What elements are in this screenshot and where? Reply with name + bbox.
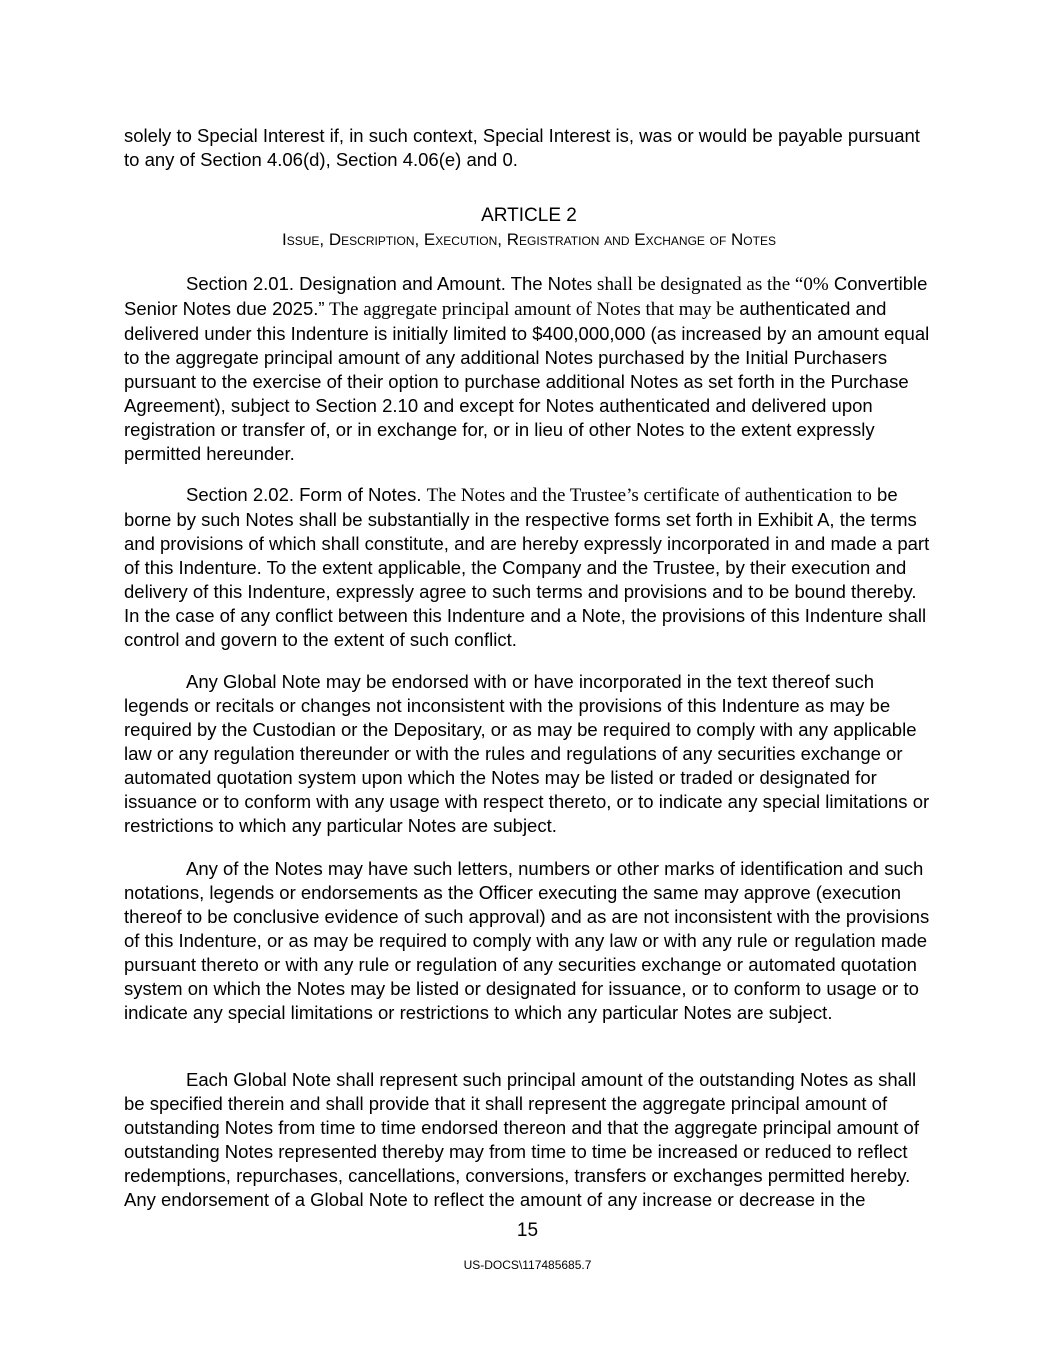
section-2-02-heading: Section 2.02. Form of Notes.: [186, 484, 427, 505]
section-2-02-text: be borne by such Notes shall be substantially in the respective forms set forth in Exhibit A, the terms and provisions of which shall constitute, and are hereby expressly incorporated in and made a part of this Indenture. To the extent applicable, the Company and the Trustee, by their execution and delivery of this Indenture, expressly agree to such terms and provisions and to be bound thereby. In the case of any conflict between this Indenture and a Note, the provisions of this Indenture shall control and govern to the extent of such conflict.: [124, 484, 930, 650]
page-number: 15: [516, 1220, 539, 1241]
section-2-01-serif-text: es shall be designated as the “0%: [576, 274, 829, 295]
global-note-principal-paragraph: Each Global Note shall represent such principal amount of the outstanding Notes as shall be specified therein and shall provide that it shall represent the aggregate principal amount of outstanding Notes from time to time endorsed thereon and that the aggregate principal amount of outstanding Notes represented thereby may from time to time be increased or reduced to reflect redemptions, repurchases, cancellations, conversions, transfers or exchanges permitted hereby. Any endorsement of a Global Note to reflect the amount of any increase or decrease in the: [124, 1069, 919, 1210]
section-2-02-serif-text: The Notes and the Trustee’s certificate of authentication to: [426, 485, 872, 506]
global-note-endorsement-paragraph: Any Global Note may be endorsed with or have incorporated in the text thereof such legends or recitals or changes not inconsistent with the provisions of this Indenture as may be required by the Custodian or the Depositary, or as may be required to comply with any applicable law or any regulation thereunder or with the rules and regulations of any securities exchange or automated quotation system upon which the Notes may be listed or traded or designated for issuance or to conform with any usage with respect thereto, or to indicate any special limitations or restrictions to which any particular Notes are subject.: [124, 671, 930, 836]
document-id: US-DOCS\117485685.7: [463, 1258, 592, 1272]
section-2-01-paragraph: [124, 272, 934, 466]
section-2-01-text-b: authenticated and delivered under this Indenture is initially limited to $400,000,000 (as increased by an amount equal to the aggregate principal amount of any additional Notes purchased by the Initial Purchasers pursuant to the exercise of their option to purchase additional Notes as set forth in the Purchase Agreement), subject to Section 2.10 and except for Notes authenticated and delivered upon registration or transfer of, or in exchange for, or in lieu of other Notes to the extent expressly permitted hereunder.: [124, 298, 930, 464]
section-2-02-paragraph: [124, 483, 934, 652]
article-title: Issue, Description, Execution, Registration and Exchange of Notes: [282, 230, 776, 249]
identification-marks-paragraph: Any of the Notes may have such letters, numbers or other marks of identification and such notations, legends or endorsements as the Officer executing the same may approve (execution thereof to be conclusive evidence of such approval) and as are not inconsistent with the provisions of this Indenture, or as may be required to comply with any law or with any rule or regulation made pursuant thereto or with any rule or regulation of any securities exchange or automated quotation system on which the Notes may be listed or designated for issuance, or to conform to usage or to indicate any special limitations or restrictions to which any particular Notes are subject.: [124, 858, 930, 1023]
article-number: ARTICLE 2: [481, 205, 577, 226]
continuation-paragraph: solely to Special Interest if, in such context, Special Interest is, was or would be payable pursuant to any of Section 4.06(d), Section 4.06(e) and 0.: [124, 125, 920, 170]
section-2-01-text-a: Convertible Senior Notes due 2025.”: [124, 273, 928, 319]
section-2-01-heading: Section 2.01. Designation and Amount. The Not: [186, 273, 577, 294]
section-2-01-serif-text-b: The aggregate principal amount of Notes that may be: [324, 299, 735, 320]
